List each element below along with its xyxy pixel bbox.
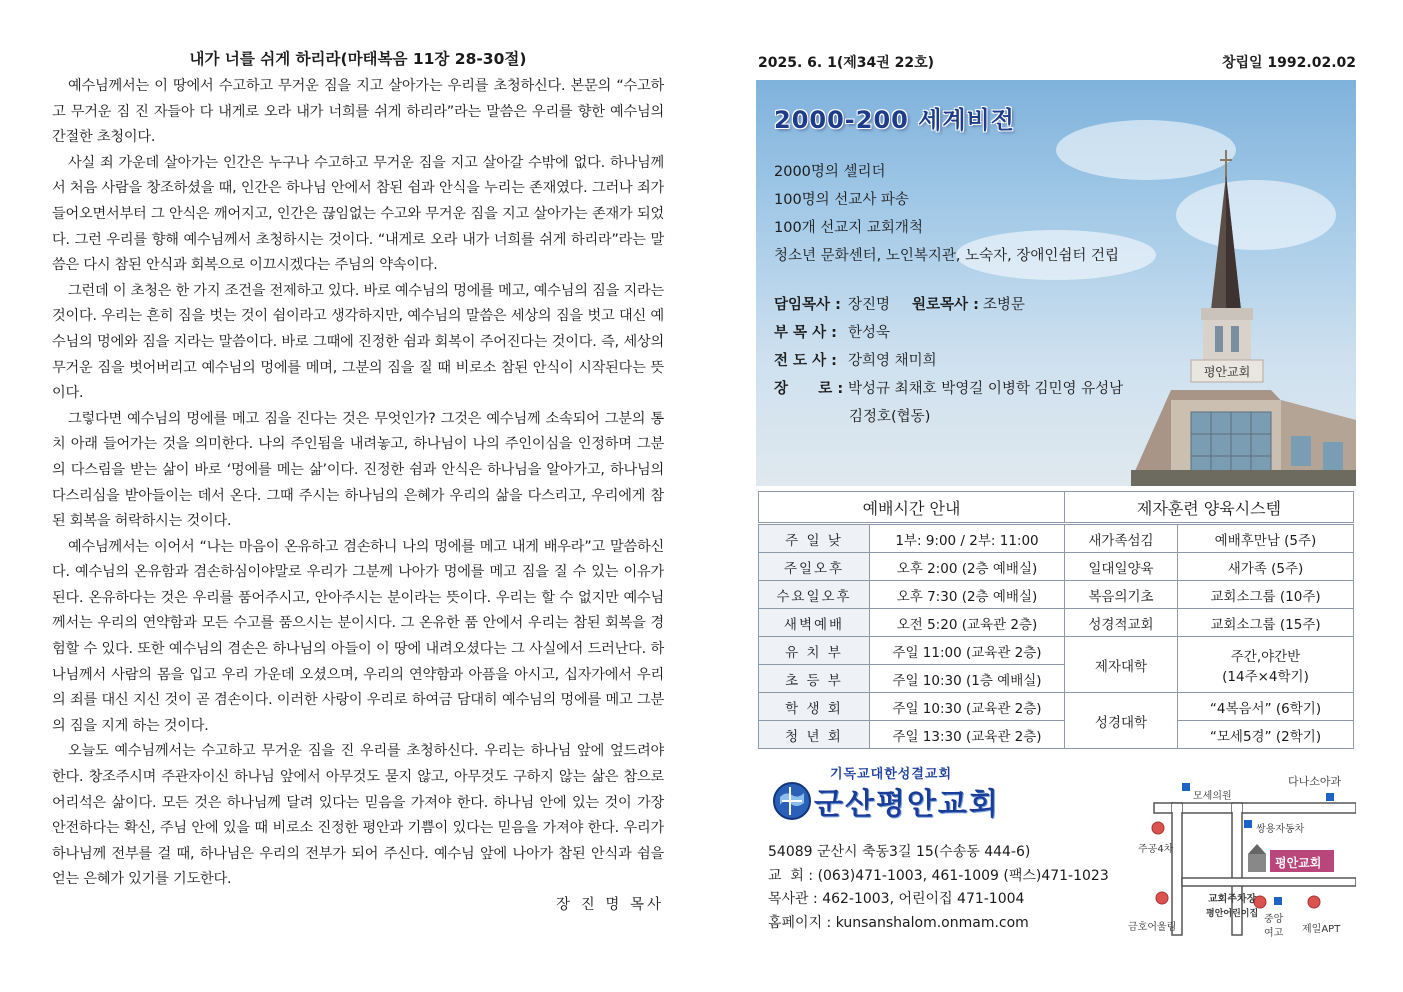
sermon-column <box>52 48 664 917</box>
service-name: 초 등 부 <box>759 665 870 693</box>
senior-pastor-label: 담임목사 : <box>774 297 841 313</box>
goal-item: 100명의 선교사 파송 <box>774 192 909 208</box>
staff-row-evangelist <box>774 347 1123 375</box>
staff-row-elders <box>774 375 1123 403</box>
bulletin-header <box>758 52 1356 74</box>
course-name: 성경적교회 <box>1065 609 1178 637</box>
elders-cont: 김정호(협동) <box>849 409 931 425</box>
sermon-paragraph-1: 예수님께서는 이 땅에서 수고하고 무거운 짐을 지고 살아가는 우리를 초청하신다. 본문의 “수고하고 무거운 짐 진 자들아 다 내게로 오라 내가 너희를 쉬게 하리라”라는 말씀은 우리를 향한 예수님의 간절한 초청이다. <box>52 78 664 146</box>
staff-row-senior <box>774 291 1123 319</box>
church-building-image <box>1131 150 1356 486</box>
sermon-title: 내가 너를 쉬게 하리라(마태복음 11장 28-30절) <box>189 50 527 68</box>
course-name: 복음의기초 <box>1065 581 1178 609</box>
service-time: 주일 10:30 (1층 예배실) <box>870 665 1065 693</box>
evangelists: 강희영 채미희 <box>848 353 937 369</box>
course-name: 제자대학 <box>1065 637 1178 693</box>
emeritus-pastor: 조병문 <box>982 297 1025 313</box>
map-label-jeil: 제일APT <box>1302 924 1341 935</box>
course-name: 새가족섬김 <box>1065 524 1178 553</box>
course-detail: 예배후만남 (5주) <box>1178 524 1354 553</box>
course-detail: 교회소그룹 (15주) <box>1178 609 1354 637</box>
map-label-jugong: 주공4차 <box>1138 844 1174 855</box>
course-detail-line: (14주×4학기) <box>1222 668 1309 685</box>
service-time: 주일 11:00 (교육관 2층) <box>870 637 1065 665</box>
staff-row-assoc <box>774 319 1123 347</box>
homepage-link[interactable]: 홈페이지 : kunsanshalom.onmam.com <box>768 914 1029 931</box>
sermon-paragraph-2: 사실 죄 가운데 살아가는 인간은 누구나 수고하고 무거운 짐을 지고 살아갈 수밖에 없다. 하나님께서 처음 사람을 창조하셨을 때, 인간은 하나님 안에서 참된 쉼과 안식을 누리는 존재였다. 그러나 죄가 들어오면서부터 그 안식은 깨어지고, 인간은 끊임없는 수고와 무거운 짐을 지고 살아가는 존재가 되었다. 그런 우리를 향해 예수님께서 초청하시는 것이다. “내게로 오라 내가 너희를 쉬게 하리라”라는 말씀은 다시 참된 안식과 회복으로 이끄시겠다는 주님의 약속이다. <box>52 154 664 274</box>
map-label-ssangyong: 쌍용자동차 <box>1256 824 1305 835</box>
worship-times-header: 예배시간 안내 <box>759 492 1065 524</box>
schedule-row <box>759 581 1354 609</box>
course-detail-line: 주간,야간반 <box>1230 648 1301 665</box>
founded-date: 창립일 1992.02.02 <box>1221 55 1356 71</box>
course-name: 일대일양육 <box>1065 553 1178 581</box>
service-time: 1부: 9:00 / 2부: 11:00 <box>870 524 1065 553</box>
sermon-paragraph-6: 오늘도 예수님께서는 수고하고 무거운 짐을 진 우리를 초청하신다. 우리는 하나님 앞에 엎드려야 한다. 창조주시며 주관자이신 하나님 앞에서 아무것도 묻지 않고, 아무것도 구하지 않는 삶은 참으로 어리석은 삶이다. 모든 것은 하나님께 달려 있다는 믿음을 가져야 한다. 하나님 안에 있는 것이 가장 안전하다는 확신, 주님 안에 있을 때 비로소 진정한 평안과 기쁨이 있다는 믿음을 가져야 한다. 우리가 하나님께 전부를 걸 때, 하나님은 우리의 전부가 되어 주신다. 예수님 앞에 나아가 참된 안식과 쉼을 얻는 은혜가 있기를 기도한다. <box>52 743 664 888</box>
goal-item: 청소년 문화센터, 노인복지관, 노숙자, 장애인쉼터 건립 <box>774 248 1120 264</box>
map-label-daycare: 평안어린이집 <box>1206 909 1259 919</box>
sermon-paragraph-4: 그렇다면 예수님의 멍에를 메고 짐을 진다는 것은 무엇인가? 그것은 예수님께 소속되어 그분의 통치 아래 들어가는 것을 의미한다. 나의 주인됨을 내려놓고, 하나님이 나의 주인이심을 인정하며 그분의 다스림을 받는 삶이 바로 ‘멍에를 메는 삶’이다. 진정한 쉼과 안식은 하나님을 알아가고, 하나님의 다스리심을 받아들이는 데서 온다. 그때 주시는 하나님의 은혜가 우리의 삶을 다스리고, 우리에게 참된 회복을 허락하시는 것이다. <box>52 410 664 530</box>
address: 54089 군산시 축동3길 15(수송동 444-6) <box>768 844 1031 860</box>
staff-row-elders-cont <box>774 403 1123 431</box>
schedule-row <box>759 609 1354 637</box>
emeritus-pastor-label: 원로목사 : <box>912 297 979 313</box>
service-name: 유 치 부 <box>759 637 870 665</box>
vision-banner <box>756 80 1356 486</box>
course-detail: 교회소그룹 (10주) <box>1178 581 1354 609</box>
contact-info <box>768 841 1109 935</box>
map-label-girls-high: 여고 <box>1264 928 1284 939</box>
vision-title: 2000-200 세계비전 <box>774 106 1015 134</box>
service-time: 주일 13:30 (교육관 2층) <box>870 721 1065 749</box>
service-time: 오후 7:30 (2층 예배실) <box>870 581 1065 609</box>
course-name: 성경대학 <box>1065 693 1178 749</box>
schedule-row <box>759 721 1354 749</box>
schedule-row <box>759 553 1354 581</box>
goal-item: 100개 선교지 교회개척 <box>774 220 923 236</box>
map-label-jungang: 중앙 <box>1264 914 1284 925</box>
issue-date: 2025. 6. 1(제34권 22호) <box>758 55 935 71</box>
service-name: 청 년 회 <box>759 721 870 749</box>
parsonage-phone: 목사관 : 462-1003, 어린이집 471-1004 <box>768 891 1025 907</box>
discipleship-header: 제자훈련 양육시스템 <box>1065 492 1354 524</box>
service-time: 주일 10:30 (교육관 2층) <box>870 693 1065 721</box>
service-name: 주일오후 <box>759 553 870 581</box>
course-detail: “모세5경” (2학기) <box>1178 721 1354 749</box>
sermon-paragraph-5: 예수님께서는 이어서 “나는 마음이 온유하고 겸손하니 나의 멍에를 메고 내게 배우라”고 말씀하신다. 예수님의 온유함과 겸손하심이야말로 우리가 그분께 나아가 멍에를 메고 짐을 질 수 있는 이유가 된다. 온유하다는 것은 우리를 품어주시고, 안아주시는 분이라는 뜻이다. 우리는 할 수 없지만 예수님께서는 우리의 연약함과 모든 수고를 품으시는 분이시다. 그 온유한 품 안에서 우리는 참된 회복을 경험할 수 있다. 또한 예수님의 겸손은 하나님의 아들이 이 땅에 내려오셨다는 그 사실에서 드러난다. 하나님께서 사람의 몸을 입고 우리 가운데 오셨으며, 우리의 연약함과 아픔을 아시고, 십자가에서 우리의 죄를 대신 지신 것이 곧 겸손이다. 이러한 사랑이 우리로 하여금 담대히 예수님의 멍에를 메고 그분의 짐을 지게 하는 것이다. <box>52 538 664 734</box>
vision-goals <box>774 158 1119 270</box>
map-label-geumho: 금호어울림 <box>1128 922 1177 933</box>
schedule-table <box>758 491 1354 749</box>
staff-list <box>774 291 1123 431</box>
sermon-paragraph-3: 그런데 이 초청은 한 가지 조건을 전제하고 있다. 바로 예수님의 멍에를 메고, 예수님의 짐을 지라는 것이다. 우리는 흔히 짐을 벗는 것이 쉼이라고 생각하지만, 예수님의 말씀은 세상의 짐을 벗고 대신 예수님의 멍에와 짐을 지라는 말씀이다. 바로 그때에 진정한 쉼과 회복이 주어진다는 것이다. 즉, 세상의 무거운 짐을 벗어버리고 예수님의 멍에를 메며, 그분의 짐을 질 때 비로소 참된 안식이 시작된다는 뜻이다. <box>52 282 664 402</box>
service-name: 주 일 낮 <box>759 524 870 553</box>
church-name: 군산평안교회 <box>814 787 1000 822</box>
map-label-mose: 모세의원 <box>1193 791 1232 802</box>
globe-icon <box>772 781 812 821</box>
elders-label: 장 로 : <box>774 381 844 397</box>
assoc-pastor: 한성욱 <box>848 325 891 341</box>
sermon-signature: 장 진 명 목사 <box>556 897 664 913</box>
service-time: 오후 2:00 (2층 예배실) <box>870 553 1065 581</box>
church-phone: 교 회 : (063)471-1003, 461-1009 (팩스)471-1023 <box>768 867 1109 884</box>
map-label-parking: 교회주차장 <box>1208 894 1257 905</box>
schedule-row <box>759 524 1354 553</box>
course-detail: “4복음서” (6학기) <box>1178 693 1354 721</box>
course-detail: 새가족 (5주) <box>1178 553 1354 581</box>
service-name: 수요일오후 <box>759 581 870 609</box>
senior-pastor: 장진명 <box>848 297 891 313</box>
service-name: 새벽예배 <box>759 609 870 637</box>
schedule-header-row <box>759 492 1354 524</box>
church-logo <box>772 763 1042 823</box>
church-sign-text: 평안교회 <box>1203 365 1251 379</box>
service-name: 학 생 회 <box>759 693 870 721</box>
elders: 박성규 최채호 박영길 이병학 김민영 유성남 <box>848 381 1124 397</box>
location-map <box>1124 770 1356 940</box>
course-detail <box>1178 637 1354 693</box>
schedule-row <box>759 637 1354 665</box>
evangelist-label: 전 도 사 : <box>774 353 837 369</box>
goal-item: 2000명의 셀리더 <box>774 164 886 180</box>
assoc-pastor-label: 부 목 사 : <box>774 325 837 341</box>
service-time: 오전 5:20 (교육관 2층) <box>870 609 1065 637</box>
map-label-church: 평안교회 <box>1275 856 1322 870</box>
map-label-danasoa: 다나소아과 <box>1288 775 1342 788</box>
denomination-name: 기독교대한성결교회 <box>830 767 953 782</box>
schedule-row <box>759 693 1354 721</box>
